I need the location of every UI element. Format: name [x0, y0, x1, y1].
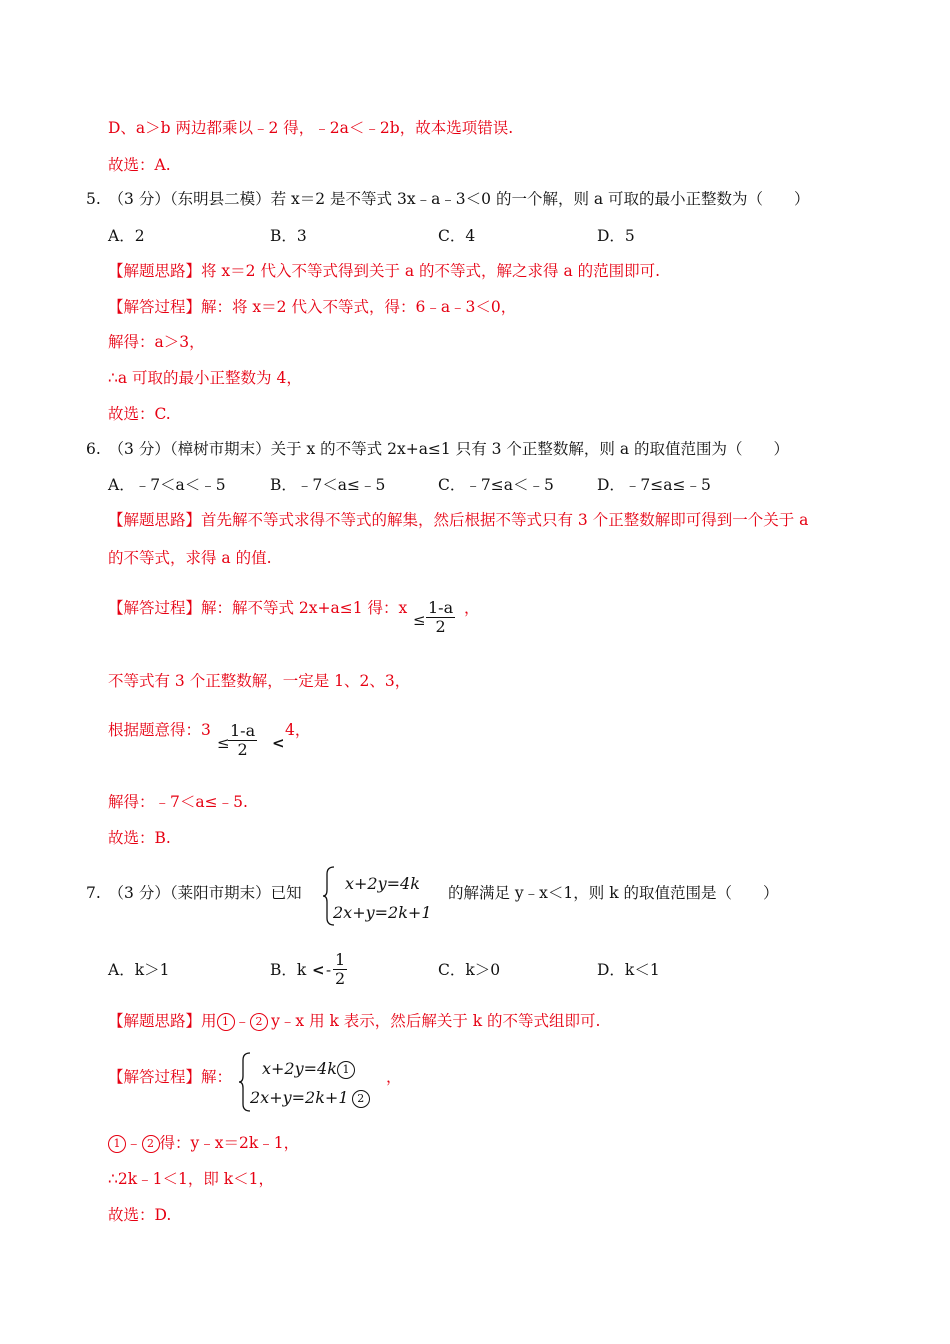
q7-answer: 故选：D. [108, 1206, 172, 1224]
prev-option-d-analysis: D、a＞b 两边都乘以﹣2 得，﹣2a＜﹣2b，故本选项错误. [108, 119, 514, 137]
q7-step-text: 得：y﹣x＝2k﹣1， [159, 1134, 300, 1152]
q7-process-eq2-text: 2x+y=2k+1 [250, 1088, 349, 1107]
q7-process-eq1 [262, 1059, 355, 1079]
q7-step-minus: ﹣ [126, 1134, 142, 1152]
circled-one-icon: 1 [337, 1061, 355, 1079]
q6-leq-symbol: ≤ [413, 611, 426, 629]
q6-option-c: C．﹣7≤a＜﹣5 [438, 476, 554, 494]
q7-idea-suffix: y﹣x 用 k 表示，然后解关于 k 的不等式组即可. [271, 1012, 601, 1030]
q5-process: 【解答过程】解：将 x＝2 代入不等式，得：6﹣a﹣3＜0， [108, 298, 517, 316]
q7-step [108, 1133, 299, 1153]
q6-fraction [426, 599, 455, 636]
q6-idea-line1: 【解题思路】首先解不等式求得不等式的解集，然后根据不等式只有 3 个正整数解即可得到一个关于 a [108, 511, 809, 529]
q5-option-c: C．4 [438, 227, 476, 245]
q6-solve: 解得：﹣7＜a≤﹣5. [108, 793, 248, 811]
q7-option-b: B．k [270, 961, 307, 979]
q6-lt-symbol: < [272, 734, 285, 752]
q6-option-a: A．﹣7＜a＜﹣5 [108, 476, 226, 494]
q7-option-c: C．k＞0 [438, 961, 501, 979]
q7-stem-suffix: 的解满足 y﹣x＜1，则 k 的取值范围是（ ） [448, 884, 779, 902]
q7-option-b-denominator: 2 [335, 969, 346, 988]
q6-four: 4， [285, 721, 311, 739]
q7-therefore: ∴2k﹣1＜1，即 k＜1， [108, 1170, 275, 1188]
q7-idea-prefix: 【解题思路】用 [108, 1012, 217, 1030]
q7-system-eq1: x+2y=4k [345, 874, 420, 893]
q7-stem-prefix: 7. （3 分）（莱阳市期末）已知 [86, 884, 302, 902]
q5-option-d: D．5 [597, 227, 635, 245]
q6-stem: 6. （3 分）（樟树市期末）关于 x 的不等式 2x+a≤1 只有 3 个正整数解，则 a 的取值范围为（ ） [86, 440, 790, 458]
circled-two-icon: 2 [250, 1013, 268, 1031]
q7-process-eq2 [250, 1088, 370, 1108]
q6-process-comma: ， [464, 599, 480, 617]
q7-process-comma: ， [386, 1068, 402, 1086]
q6-answer: 故选：B. [108, 829, 171, 847]
q6-fraction-2-denominator: 2 [237, 740, 248, 759]
q7-option-b-neg: - [326, 961, 332, 979]
q5-option-a: A．2 [108, 227, 145, 245]
q7-option-b-fraction [333, 951, 347, 988]
q6-leq-symbol-2: ≤ [217, 734, 230, 752]
q7-system-eq2: 2x+y=2k+1 [333, 903, 432, 922]
q6-fraction-denominator: 2 [435, 617, 446, 636]
q7-process: 【解答过程】解： [108, 1068, 233, 1086]
q6-process: 【解答过程】解：解不等式 2x+a≤1 得：x [108, 599, 408, 617]
q7-option-b-lt: < [312, 961, 325, 979]
q7-idea-minus: ﹣ [234, 1012, 251, 1030]
q7-option-b-numerator: 1 [335, 950, 346, 969]
q5-option-b: B．3 [270, 227, 307, 245]
circled-one-icon: 1 [217, 1013, 235, 1031]
circled-two-icon: 2 [352, 1090, 370, 1108]
q6-option-d: D．﹣7≤a≤﹣5 [597, 476, 711, 494]
q6-fraction-2 [228, 722, 257, 759]
prev-answer: 故选：A. [108, 156, 171, 174]
q7-process-eq1-text: x+2y=4k [262, 1059, 337, 1078]
q5-therefore: ∴a 可取的最小正整数为 4， [108, 369, 302, 387]
q6-option-b: B．﹣7＜a≤﹣5 [270, 476, 386, 494]
q5-stem: 5. （3 分）（东明县二模）若 x＝2 是不等式 3x﹣a﹣3＜0 的一个解，则 a 可取的最小正整数为（ ） [86, 190, 810, 208]
q7-idea [108, 1011, 601, 1031]
q6-fraction-2-numerator: 1-a [230, 721, 256, 740]
q7-option-d: D．k＜1 [597, 961, 660, 979]
q5-solve: 解得：a＞3， [108, 333, 205, 351]
q6-idea-line2: 的不等式，求得 a 的值. [108, 549, 272, 567]
q5-idea: 【解题思路】将 x＝2 代入不等式得到关于 a 的不等式，解之求得 a 的范围即可. [108, 262, 661, 280]
circled-two-icon: 2 [142, 1135, 160, 1153]
q6-fraction-numerator: 1-a [428, 598, 454, 617]
q5-answer: 故选：C. [108, 405, 171, 423]
circled-one-icon: 1 [108, 1135, 126, 1153]
q6-three-integers: 不等式有 3 个正整数解，一定是 1、2、3， [108, 672, 411, 690]
q6-by-meaning: 根据题意得：3 [108, 721, 211, 739]
q7-option-a: A．k＞1 [108, 961, 170, 979]
